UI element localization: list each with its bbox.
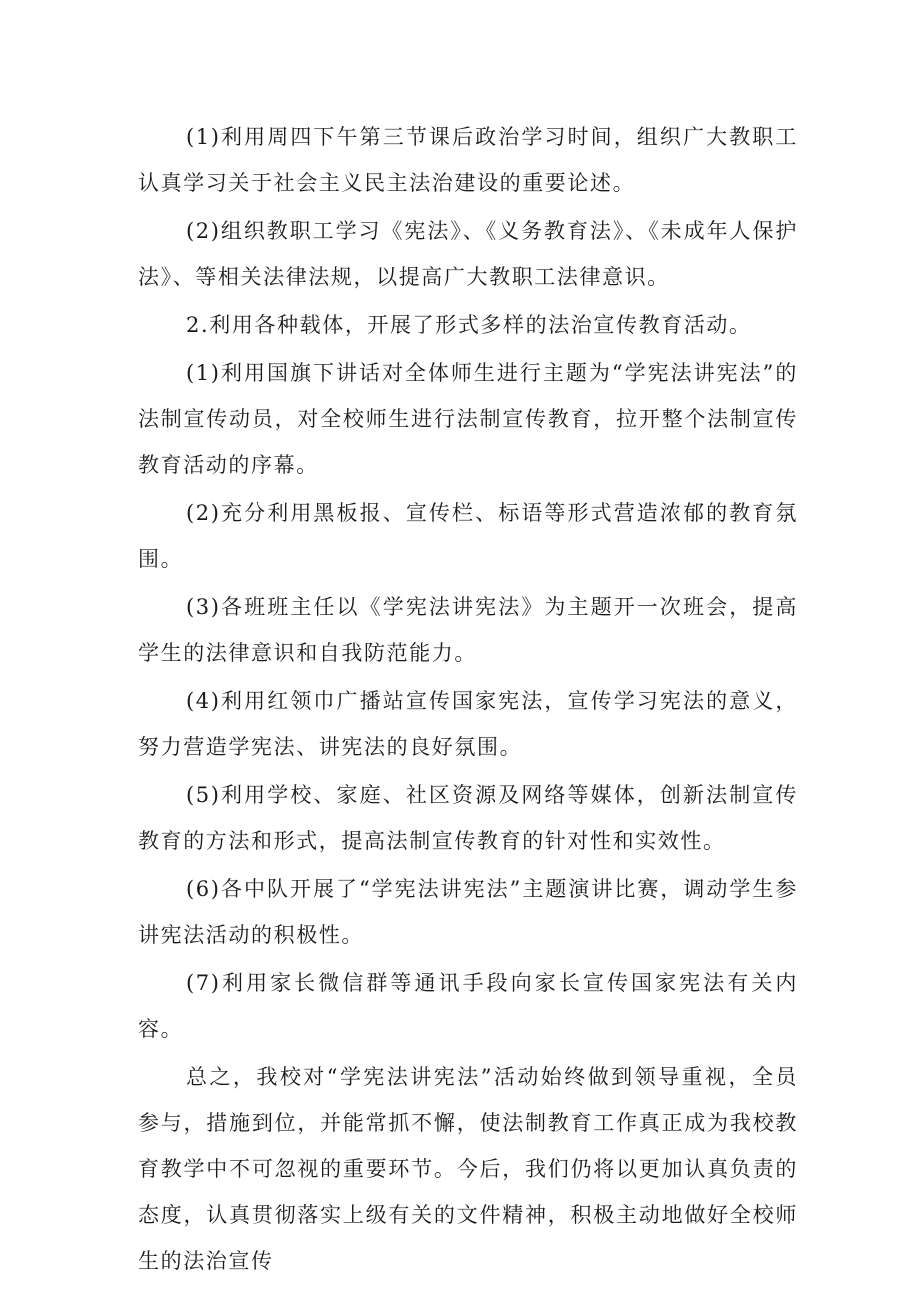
section-heading-2: 2.利用各种载体，开展了形式多样的法治宣传教育活动。	[186, 313, 752, 337]
paragraph-7: (5)利用学校、家庭、社区资源及网络等媒体，创新法制宣传教育的方法和形式，提高法制宣传教育的针对性和实效性。	[138, 783, 798, 853]
paragraph-3: (1)利用国旗下讲话对全体师生进行主题为“学宪法讲宪法”的法制宣传动员，对全校师生进行法制宣传教育，拉开整个法制宣传教育活动的序幕。	[138, 361, 798, 477]
paragraph-9: (7)利用家长微信群等通讯手段向家长宣传国家宪法有关内容。	[138, 971, 798, 1041]
summary-paragraph: 总之，我校对“学宪法讲宪法”活动始终做到领导重视，全员参与，措施到位，并能常抓不懈，使法制教育工作真正成为我校教育教学中不可忽视的重要环节。今后，我们仍将以更加认真负责的态度，认真贯彻落实上级有关的文件精神，积极主动地做好全校师生的法治宣传	[138, 1065, 798, 1273]
paragraph-1: (1)利用周四下午第三节课后政治学习时间，组织广大教职工认真学习关于社会主义民主法治建设的重要论述。	[138, 125, 798, 195]
paragraph-5: (3)各班班主任以《学宪法讲宪法》为主题开一次班会，提高学生的法律意识和自我防范能力。	[138, 595, 798, 665]
paragraph-4: (2)充分利用黑板报、宣传栏、标语等形式营造浓郁的教育氛围。	[138, 501, 798, 571]
paragraph-8: (6)各中队开展了“学宪法讲宪法”主题演讲比赛，调动学生参讲宪法活动的积极性。	[138, 877, 798, 947]
document-body	[138, 114, 798, 1286]
paragraph-2: (2)组织教职工学习《宪法》、《义务教育法》、《未成年人保护法》、等相关法律法规，以提高广大教职工法律意识。	[138, 219, 798, 289]
paragraph-6: (4)利用红领巾广播站宣传国家宪法，宣传学习宪法的意义，努力营造学宪法、讲宪法的良好氛围。	[138, 689, 798, 759]
